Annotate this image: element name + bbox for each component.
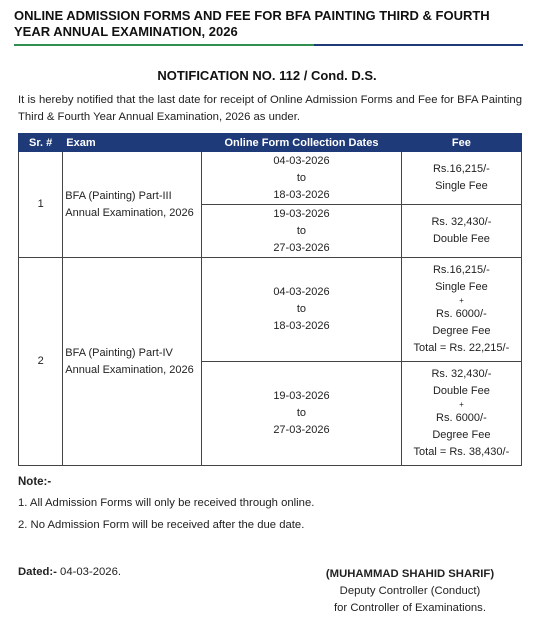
header-sr: Sr. # <box>19 134 63 152</box>
degree-fee-amount: Rs. 6000/- <box>436 308 487 320</box>
note-item: 1. All Admission Forms will only be received through online. <box>18 497 315 509</box>
header-exam: Exam <box>63 134 202 152</box>
exam-cell: BFA (Painting) Part-IV Annual Examination, 2026 <box>63 258 202 466</box>
dated-value: 04-03-2026. <box>56 566 121 578</box>
fee-cell <box>401 362 521 466</box>
date-to-word: to <box>296 171 307 184</box>
date-to-word: to <box>296 303 307 315</box>
fee-cell <box>401 205 521 258</box>
dates-cell <box>202 152 402 205</box>
exam-cell: BFA (Painting) Part-III Annual Examination, 2026 <box>63 152 202 258</box>
date-from: 19-03-2026 <box>273 207 330 220</box>
dated-line <box>18 566 121 578</box>
fee-cell <box>401 258 521 362</box>
header-divider-blue <box>314 44 523 46</box>
fee-cell <box>401 152 521 205</box>
fee-total: Total = Rs. 22,215/- <box>413 342 510 354</box>
fee-type: Single Fee <box>435 281 488 293</box>
header-divider <box>14 44 523 46</box>
signatory-title: Deputy Controller (Conduct) <box>339 585 481 597</box>
notification-intro: It is hereby notified that the last date for receipt of Online Admission Forms and Fee for BFA Painting Third & Fourth Year Annual Examination, 2026 as under. <box>18 94 522 123</box>
date-from: 04-03-2026 <box>273 286 330 298</box>
table-header-row <box>19 134 522 152</box>
signatory-name: (MUHAMMAD SHAHID SHARIF) <box>325 568 495 580</box>
plus-sign: + <box>459 296 464 305</box>
dated-label: Dated:- <box>18 566 57 578</box>
header-dates: Online Form Collection Dates <box>202 134 402 152</box>
signature-block <box>310 566 510 617</box>
fee-amount: Rs. 32,430/- <box>431 216 492 228</box>
degree-fee-amount: Rs. 6000/- <box>436 412 487 424</box>
degree-fee-label: Degree Fee <box>432 325 491 337</box>
table-row <box>19 258 522 362</box>
header-fee: Fee <box>401 134 521 152</box>
page-title: ONLINE ADMISSION FORMS AND FEE FOR BFA PAINTING THIRD & FOURTH YEAR ANNUAL EXAMINATION, 2026 <box>14 8 490 39</box>
degree-fee-label: Degree Fee <box>432 429 491 441</box>
notification-number: NOTIFICATION NO. 112 / Cond. D.S. <box>157 68 377 83</box>
notes-heading: Note:- <box>18 476 52 488</box>
note-item: 2. No Admission Form will be received after the due date. <box>18 519 305 531</box>
date-to: 18-03-2026 <box>273 320 330 332</box>
fee-amount: Rs.16,215/- <box>432 163 490 175</box>
header-divider-green <box>14 44 314 46</box>
fee-type: Double Fee <box>432 385 490 397</box>
date-to-word: to <box>296 407 307 419</box>
signatory-for: for Controller of Examinations. <box>334 602 486 614</box>
dates-cell <box>202 205 402 258</box>
dates-cell <box>202 362 402 466</box>
fee-type: Double Fee <box>432 233 490 245</box>
date-from: 19-03-2026 <box>273 390 330 402</box>
date-from: 04-03-2026 <box>273 154 330 167</box>
fee-schedule-table <box>18 133 522 466</box>
fee-type: Single Fee <box>435 180 488 192</box>
dates-cell <box>202 258 402 362</box>
date-to: 27-03-2026 <box>273 241 330 254</box>
fee-amount: Rs. 32,430/- <box>431 368 492 380</box>
fee-total: Total = Rs. 38,430/- <box>413 446 510 458</box>
table-row <box>19 152 522 205</box>
date-to: 27-03-2026 <box>273 424 330 436</box>
plus-sign: + <box>459 400 464 409</box>
sr-cell: 1 <box>19 152 63 258</box>
date-to: 18-03-2026 <box>273 188 330 201</box>
sr-cell: 2 <box>19 258 63 466</box>
date-to-word: to <box>296 224 307 237</box>
fee-amount: Rs.16,215/- <box>432 264 490 276</box>
